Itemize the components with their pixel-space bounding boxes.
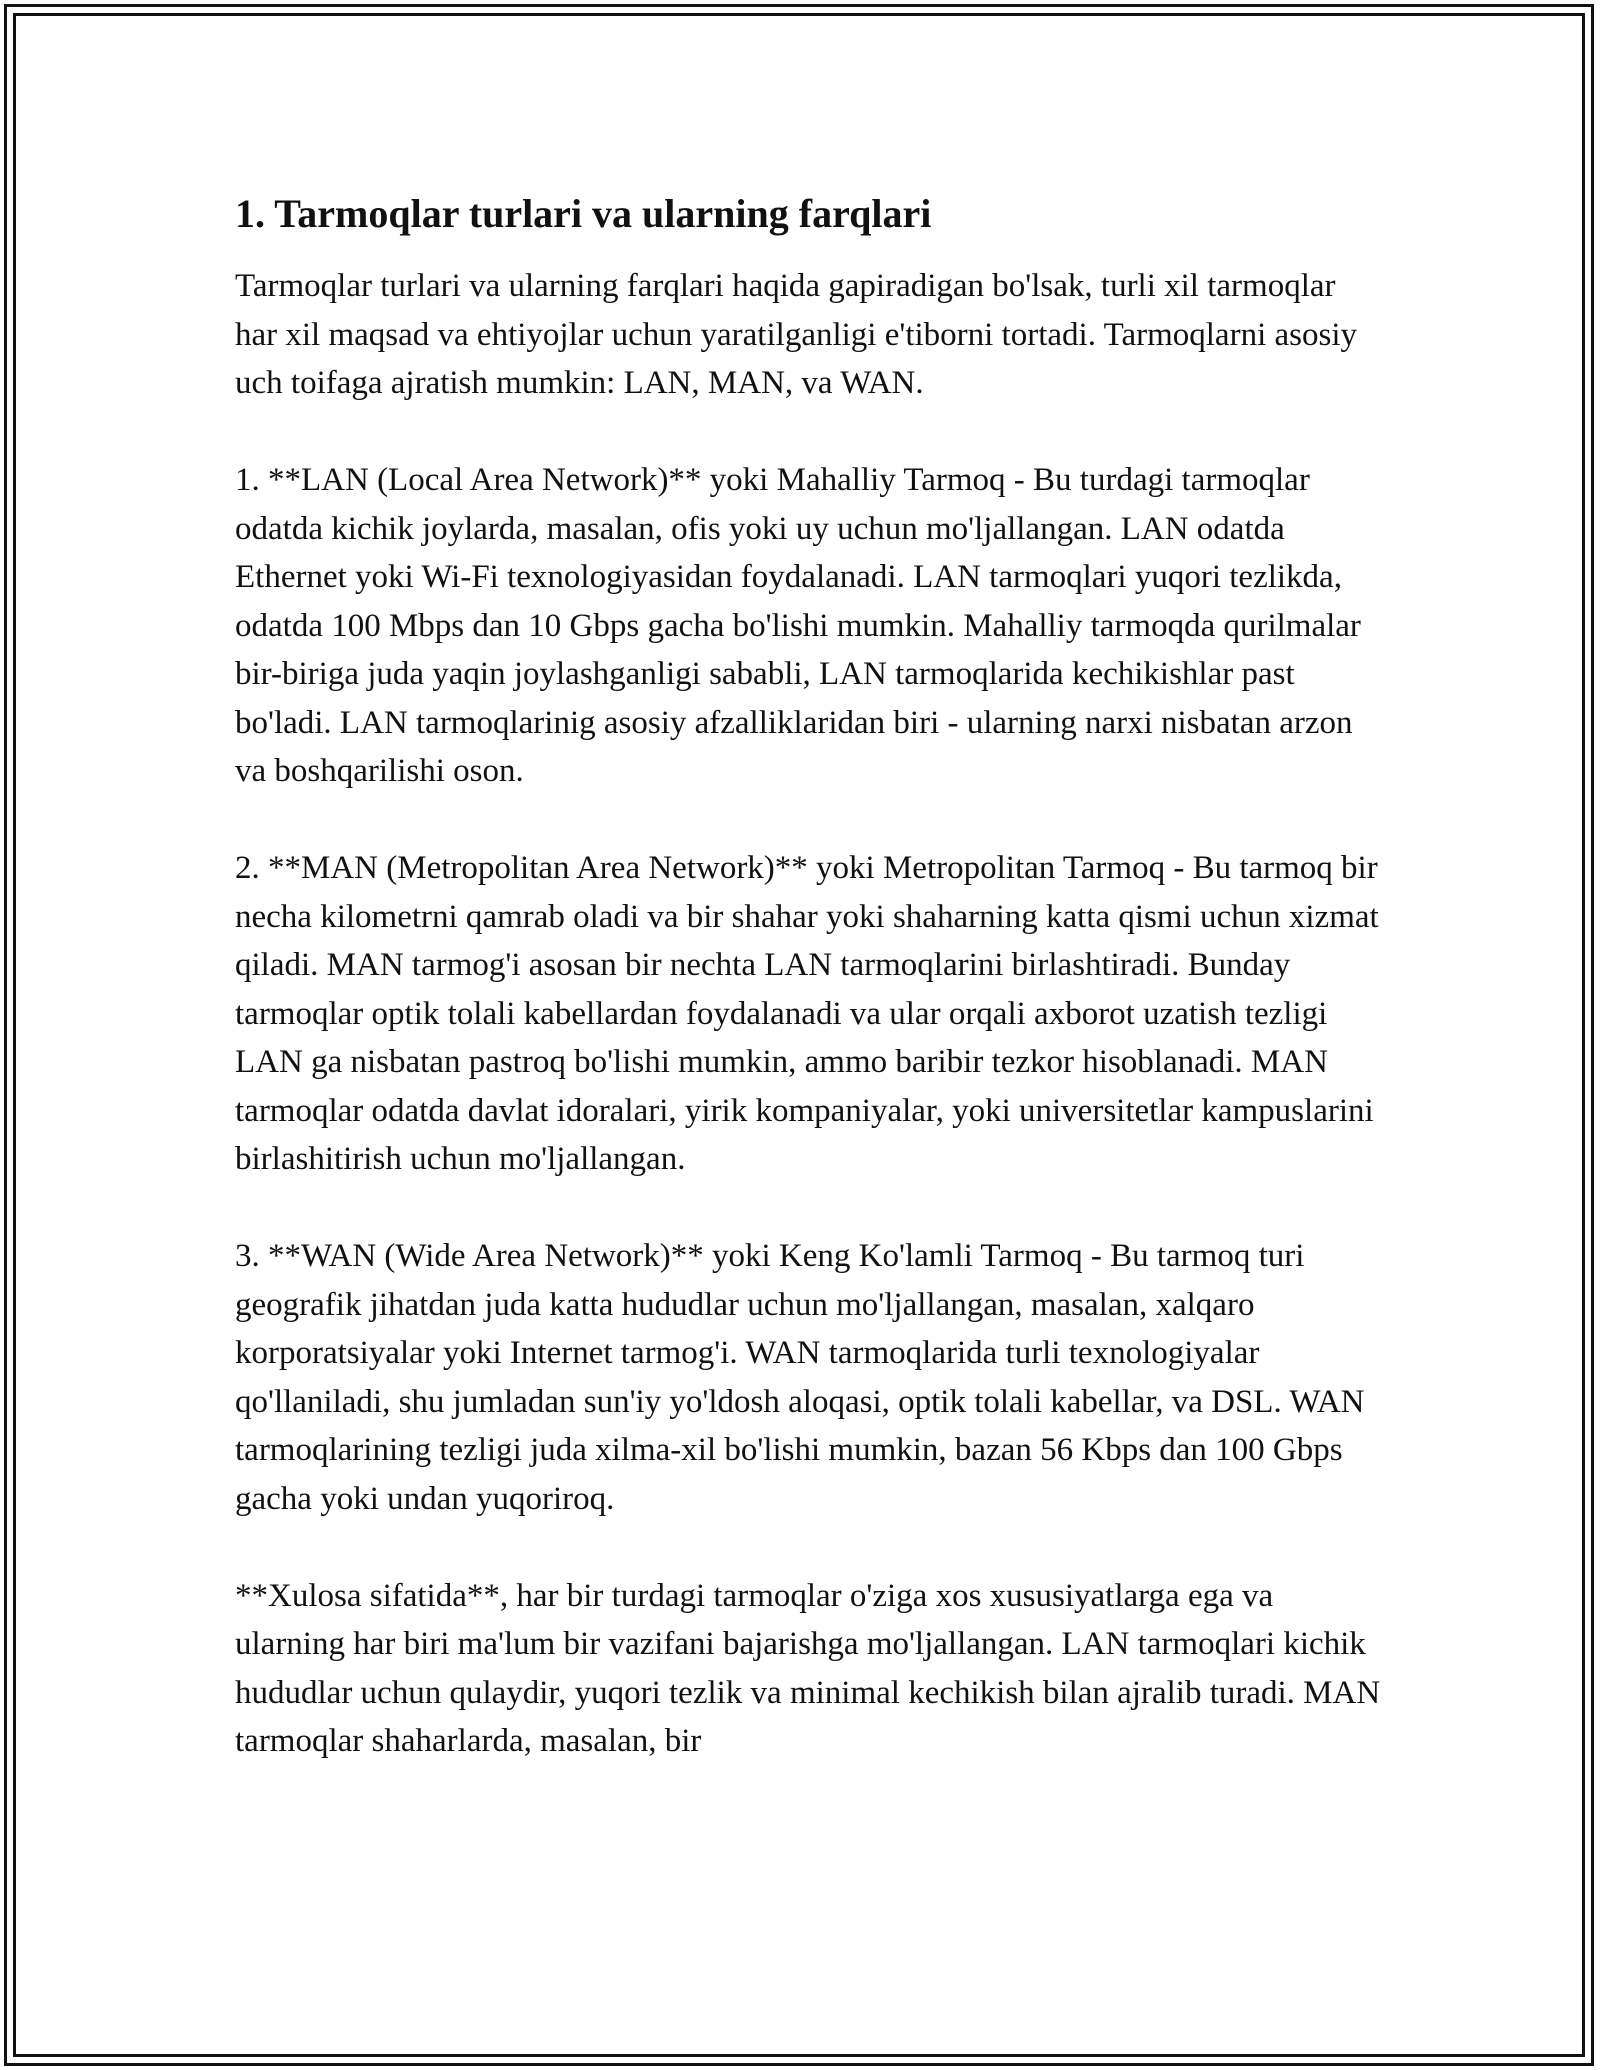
document-title: 1. Tarmoqlar turlari va ularning farqlari — [235, 191, 932, 236]
paragraph-wan: 3. **WAN (Wide Area Network)** yoki Keng Ko'lamli Tarmoq - Bu tarmoq turi geografik jihatdan juda katta hududlar uchun mo'ljallangan, masalan, xalqaro korporatsiyalar yoki Internet tarmog'i. WAN tarmoqlarida turli texnologiyalar qo'llaniladi, shu jumladan sun'iy yo'ldosh aloqasi, optik tolali kabellar, va DSL. WAN tarmoqlarining tezligi juda xilma-xil bo'lishi mumkin, bazan 56 Kbps dan 100 Gbps gacha yoki undan yuqoriroq. — [235, 1238, 1365, 1517]
document-body — [235, 186, 1385, 1814]
paragraph-conclusion: **Xulosa sifatida**, har bir turdagi tarmoqlar o'ziga xos xususiyatlarga ega va ularning har biri ma'lum bir vazifani bajarishga mo'ljallangan. LAN tarmoqlari kichik hududlar uchun qulaydir, yuqori tezlik va minimal kechikish bilan ajralib turadi. MAN tarmoqlar shaharlarda, masalan, bir — [235, 1577, 1381, 1759]
paragraph-intro: Tarmoqlar turlari va ularning farqlari haqida gapiradigan bo'lsak, turli xil tarmoqlar har xil maqsad va ehtiyojlar uchun yaratilganligi e'tiborni tortadi. Tarmoqlarni asosiy uch toifaga ajratish mumkin: LAN, MAN, va WAN. — [235, 268, 1357, 401]
paragraph-man: 2. **MAN (Metropolitan Area Network)** yoki Metropolitan Tarmoq - Bu tarmoq bir necha kilometrni qamrab oladi va bir shahar yoki shaharning katta qismi uchun xizmat qiladi. MAN tarmog'i asosan bir nechta LAN tarmoqlarini birlashtiradi. Bunday tarmoqlar optik tolali kabellardan foydalanadi va ular orqali axborot uzatish tezligi LAN ga nisbatan pastroq bo'lishi mumkin, ammo baribir tezkor hisoblanadi. MAN tarmoqlar odatda davlat idoralari, yirik kompaniyalar, yoki universitetlar kampuslarini birlashitirish uchun mo'ljallangan. — [235, 850, 1379, 1177]
paragraph-lan: 1. **LAN (Local Area Network)** yoki Mahalliy Tarmoq - Bu turdagi tarmoqlar odatda kichik joylarda, masalan, ofis yoki uy uchun mo'ljallangan. LAN odatda Ethernet yoki Wi-Fi texnologiyasidan foydalanadi. LAN tarmoqlari yuqori tezlikda, odatda 100 Mbps dan 10 Gbps gacha bo'lishi mumkin. Mahalliy tarmoqda qurilmalar bir-biriga juda yaqin joylashganligi sababli, LAN tarmoqlarida kechikishlar past bo'ladi. LAN tarmoqlarinig asosiy afzalliklaridan biri - ularning narxi nisbatan arzon va boshqarilishi oson. — [235, 462, 1361, 789]
